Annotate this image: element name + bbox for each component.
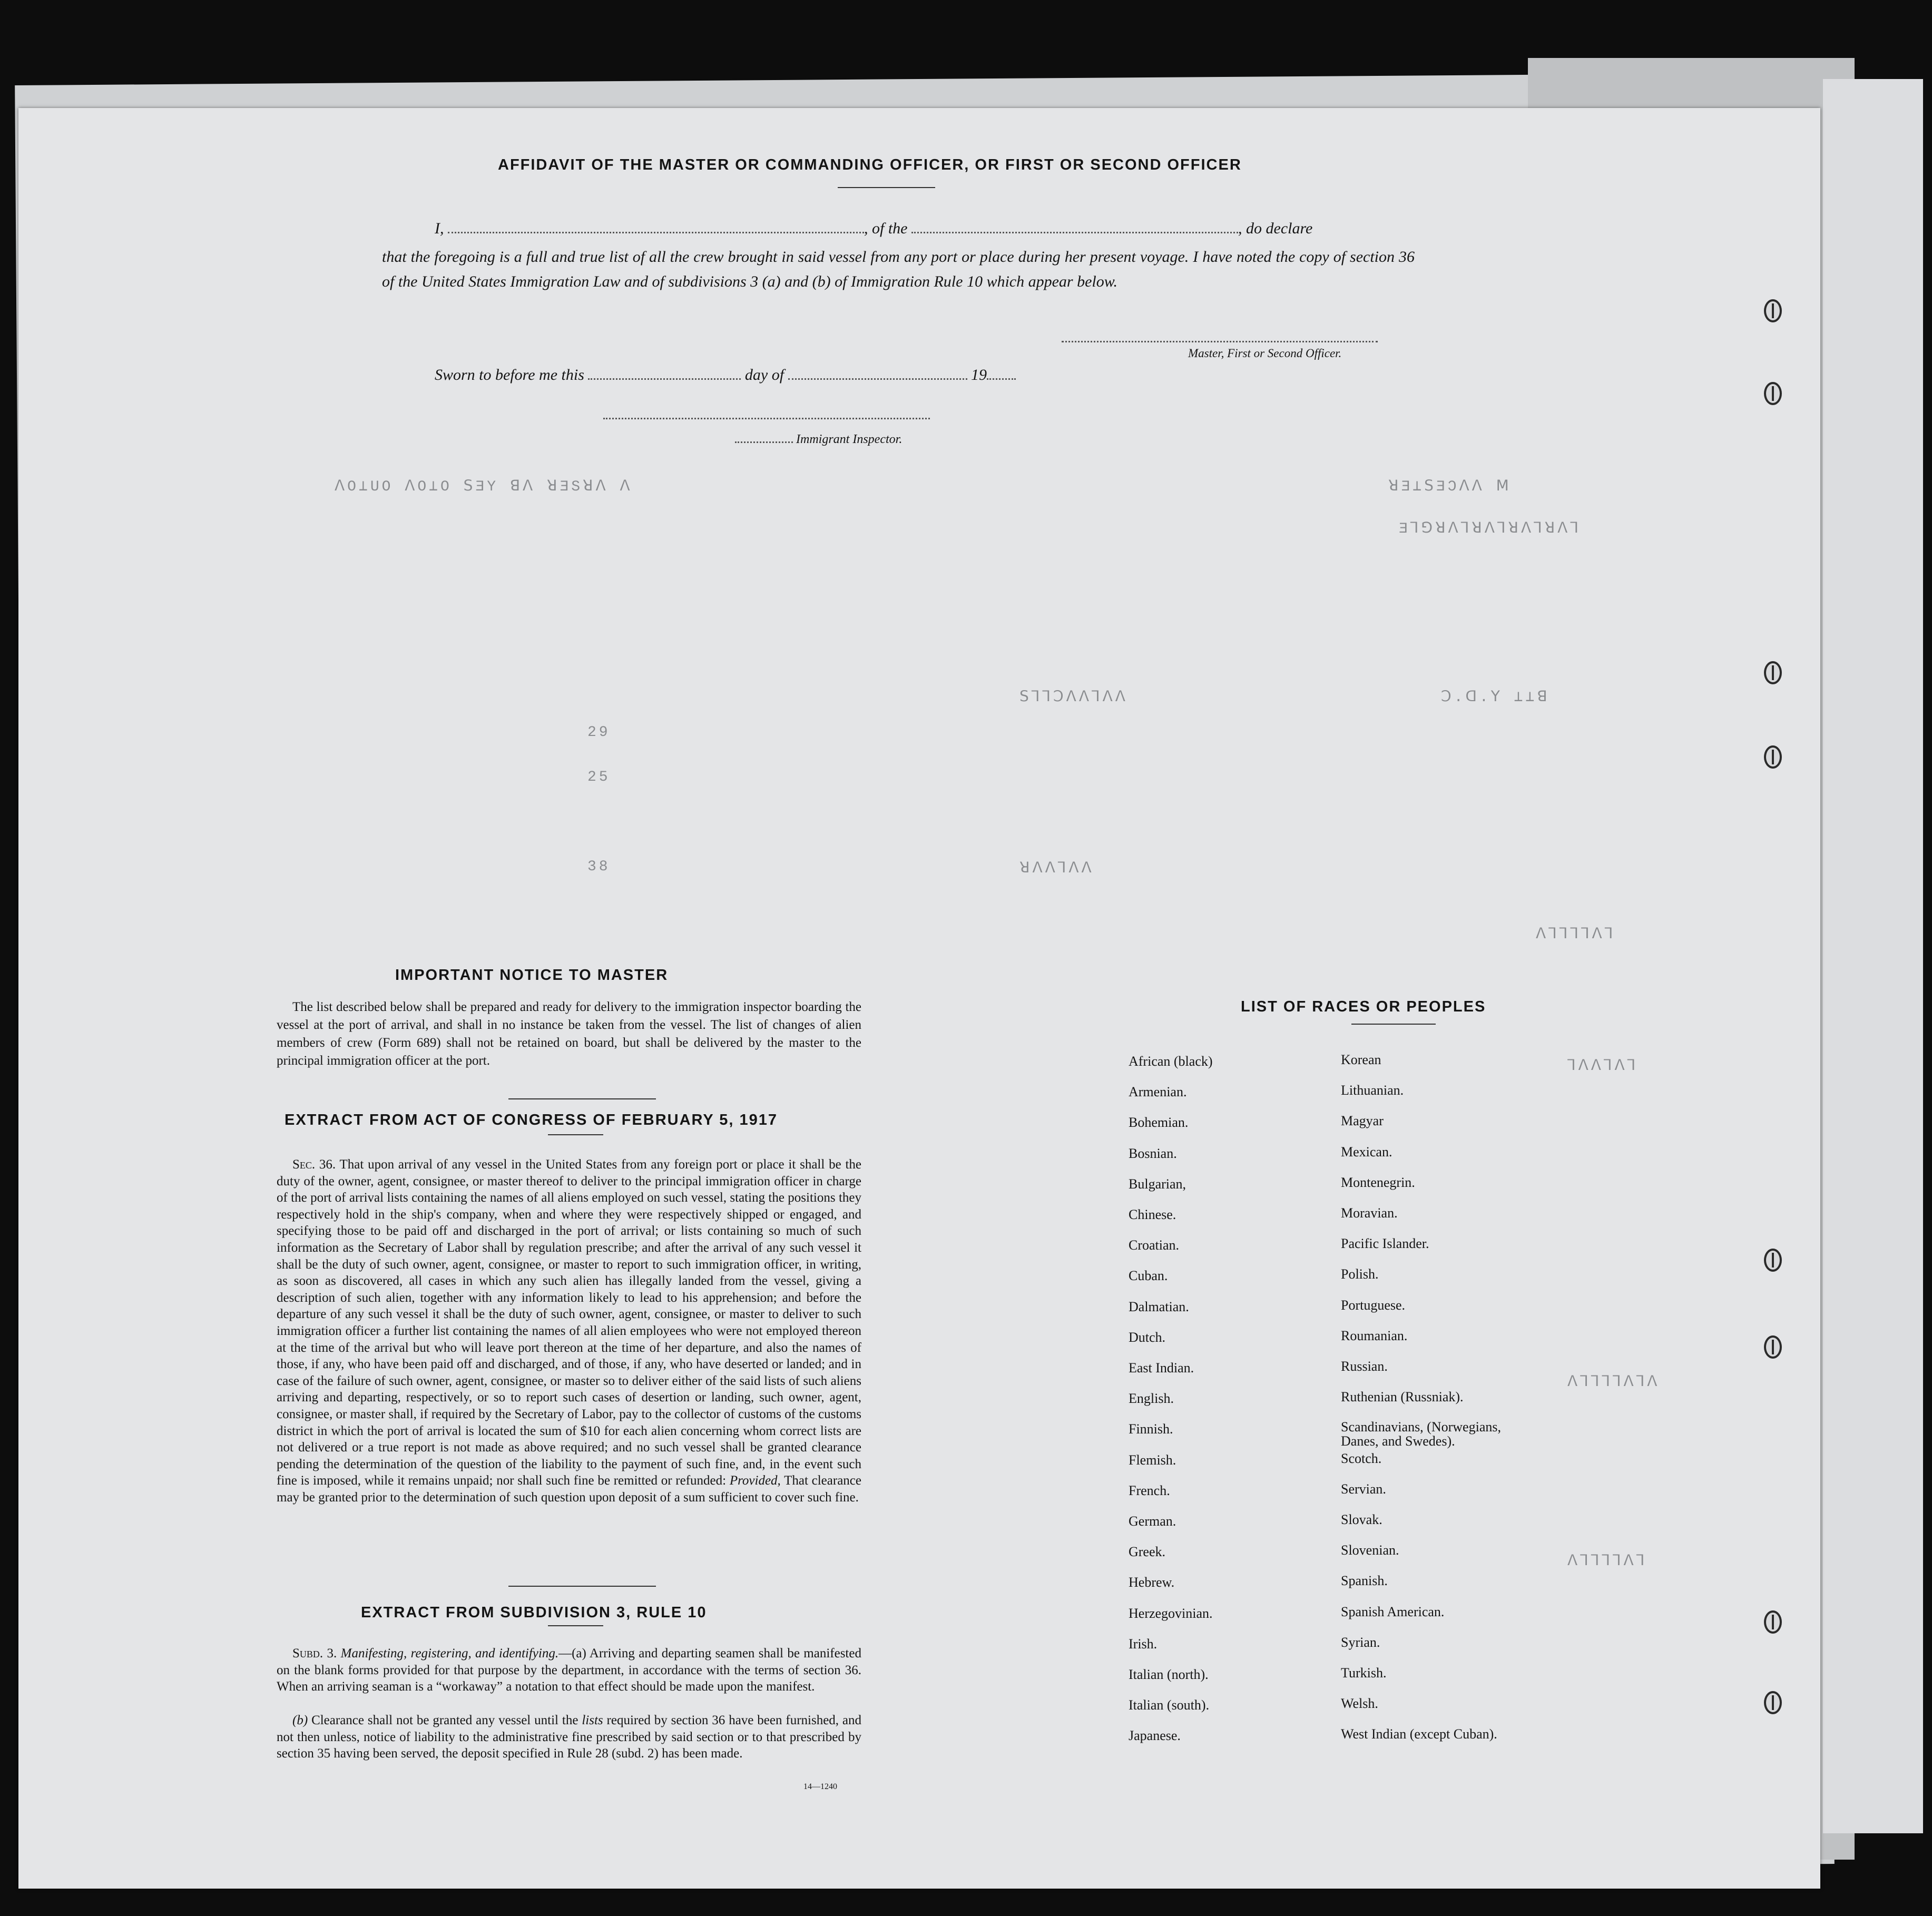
races-title: LIST OF RACES OR PEOPLES <box>1241 998 1486 1015</box>
race-item: Greek. <box>1129 1544 1166 1560</box>
race-item: Slovak. <box>1341 1512 1382 1527</box>
punch-hole <box>1764 661 1782 684</box>
vessel-field[interactable] <box>911 232 1238 233</box>
race-item: Scotch. <box>1341 1450 1382 1466</box>
race-item: Russian. <box>1341 1359 1388 1374</box>
signature-line[interactable] <box>1062 341 1378 342</box>
race-item: Croatian. <box>1129 1237 1180 1253</box>
bleed-through-row: Ǝꓶꓨꓤꓥꓶꓤꓥꓶꓤꓥꓶꓤꓥꓶ <box>1399 521 1581 537</box>
race-item: Ruthenian (Russniak). <box>1341 1389 1464 1405</box>
race-item: Polish. <box>1341 1266 1379 1282</box>
bleed-through-row: ꓥꓶꓶꓶꓶꓥꓶꓥ <box>1567 1374 1660 1391</box>
day-of-text: day of <box>744 366 784 384</box>
subd-heading: Manifesting, registering, and identifying. <box>340 1646 559 1660</box>
declaration-line <box>435 220 1312 238</box>
punch-hole <box>1764 1691 1782 1714</box>
race-item: African (black) <box>1129 1054 1213 1069</box>
sworn-line <box>435 366 1016 384</box>
inspector-signature-line[interactable] <box>603 418 930 419</box>
title-rule <box>838 187 935 188</box>
bleed-through-row: ꓛ.ꓷ.ꓬ ⊥⊥ꓭ <box>1441 690 1550 706</box>
race-item: Armenian. <box>1129 1084 1187 1100</box>
back-sheet-edge-right <box>1823 79 1923 1833</box>
race-item: Cuban. <box>1129 1268 1168 1284</box>
sworn-text: Sworn to before me this <box>435 366 584 384</box>
notice-title: IMPORTANT NOTICE TO MASTER <box>395 967 669 984</box>
race-item: Korean <box>1341 1052 1381 1067</box>
provided-label: Provided, <box>729 1473 781 1488</box>
race-item: Syrian. <box>1341 1634 1380 1650</box>
race-item: Italian (north). <box>1129 1667 1209 1682</box>
sworn-day-field[interactable] <box>588 378 741 380</box>
race-item: English. <box>1129 1391 1174 1407</box>
race-item: Lithuanian. <box>1341 1083 1404 1098</box>
signature-label: Master, First or Second Officer. <box>1188 347 1342 360</box>
race-item: Italian (south). <box>1129 1697 1210 1713</box>
name-field[interactable] <box>448 232 864 233</box>
bleed-through-header: ꓥO⊥UO ꓥO⊥O ꓢƎY ꓭꓥ ꓤƎSꓤꓥ ꓥ <box>335 479 633 495</box>
race-item: Scandinavians, (Norwegians, Danes, and Swedes). <box>1341 1419 1501 1449</box>
race-item: Portuguese. <box>1341 1297 1406 1313</box>
bleed-through-row: 38 <box>587 859 611 875</box>
race-item: East Indian. <box>1129 1360 1194 1375</box>
bleed-through-row: ꓶꓥꓥꓶꓥꓶ <box>1567 1058 1639 1075</box>
act-end-rule <box>508 1586 656 1587</box>
punch-hole <box>1764 1610 1782 1634</box>
manifest-page <box>18 108 1820 1889</box>
race-item: Japanese. <box>1129 1728 1181 1744</box>
declaration-body: that the foregoing is a full and true list of all the crew brought in said vessel from any port or place during her present voyage. I have noted the copy of section 36 of the United States Immigration Law and of subdivisions 3 (a) and (b) of Immigration Rule 10 which appear below. <box>382 248 1415 290</box>
year-prefix: 19 <box>971 366 987 384</box>
bleed-through-header: ꓤƎ⊥ꓢƎƆꓥꓥ ꓟ <box>1388 479 1512 495</box>
punch-hole <box>1764 299 1782 322</box>
bleed-through-row: ꓥꓶꓶꓶꓶꓥꓶ <box>1567 1554 1647 1570</box>
punch-hole <box>1764 1249 1782 1272</box>
race-item: Bulgarian, <box>1129 1176 1186 1192</box>
para-b-rest: required by section 36 have been furnished, and not then unless, notice of liability to the administrative fine prescribed by said section or to that prescribed by section 35 having been served, the deposit specified in Rule 28 (subd. 2) has been made. <box>277 1713 862 1761</box>
race-item: Bohemian. <box>1129 1115 1189 1131</box>
subdivision-rule <box>548 1625 603 1626</box>
punch-hole <box>1764 745 1782 769</box>
sec36-body <box>277 1156 861 1506</box>
race-item: Montenegrin. <box>1341 1174 1415 1190</box>
race-item: Irish. <box>1129 1636 1158 1652</box>
affidavit-title: AFFIDAVIT OF THE MASTER OR COMMANDING OFFICER, OR FIRST OR SECOND OFFICER <box>498 156 1242 173</box>
inspector-label: Immigrant Inspector. <box>735 433 902 447</box>
notice-body: The list described below shall be prepared and ready for delivery to the immigration inspector boarding the vessel at the port of arrival, and shall in no instance be taken from the vessel. The list of changes of alien members of crew (Form 689) shall not be retained on board, but shall be delivered by the master to the principal immigration officer at the port. <box>277 1000 861 1068</box>
bleed-through-row: 25 <box>587 769 611 785</box>
race-item: Moravian. <box>1341 1205 1398 1221</box>
race-item: Roumanian. <box>1341 1328 1408 1343</box>
act-rule <box>548 1134 603 1135</box>
bleed-through-row: 29 <box>587 724 611 741</box>
race-item: Turkish. <box>1341 1665 1387 1681</box>
para-b-lists: lists <box>582 1713 603 1727</box>
punch-hole <box>1764 1335 1782 1359</box>
subd-label: Subd. 3. <box>292 1646 337 1660</box>
race-item: Finnish. <box>1129 1421 1173 1437</box>
race-item: Dutch. <box>1129 1329 1166 1345</box>
do-declare-text: , do declare <box>1238 220 1313 237</box>
bleed-through-row: ꓢꓶꓶꓛꓥꓥꓶꓥꓥ <box>1019 690 1128 706</box>
race-item: Dalmatian. <box>1129 1299 1189 1314</box>
race-item: Spanish. <box>1341 1573 1388 1589</box>
race-item: Welsh. <box>1341 1696 1378 1712</box>
race-item: Magyar <box>1341 1113 1384 1129</box>
race-item: Chinese. <box>1129 1207 1176 1222</box>
sec36-label: Sec. 36. <box>292 1157 336 1172</box>
subdivision-title: EXTRACT FROM SUBDIVISION 3, RULE 10 <box>361 1604 707 1621</box>
race-item: Herzegovinian. <box>1129 1605 1213 1621</box>
race-item: West Indian (except Cuban). <box>1341 1726 1497 1742</box>
provided-text: That clearance may be granted prior to the determination of such question upon deposit of a sum sufficient to cover such fine. <box>277 1473 861 1505</box>
subdivision-para-a <box>277 1645 861 1695</box>
declaration-start: I, <box>435 220 444 237</box>
subd-para-a-text: —(a) Arriving and departing seamen shall be manifested on the blank forms provided for that purpose by the department, in accordance with the terms of section 36. When an arriving seaman is a “workaway” a notation to that effect should be made upon the manifest. <box>277 1646 861 1694</box>
sworn-month-field[interactable] <box>788 378 967 380</box>
races-rule <box>1351 1024 1436 1025</box>
sec36-text: That upon arrival of any vessel in the United States from any foreign port or place it shall be the duty of the owner, agent, consignee, or master thereof to deliver to the principal immigration officer in charge of the port of arrival lists containing the names of all aliens employed on such vessel, stating the positions they respectively hold in the ship's company, when and where they were respectively shipped or engaged, and specifying those to be paid off and discharged in the port of arrival; or lists containing so much of such information as the Secretary of Labor shall by regulation prescribe; and after the arrival of any such vessel it shall be the duty of such owner, agent, consignee, or master to report to such immigration officer, in writing, as soon as discovered, all cases in which any such alien has illegally landed from the vessel, giving a description of such alien, together with any information likely to lead to his apprehension; and before the departure of any such vessel it shall be the duty of such owner, agent, consignee, or master to deliver to such immigration officer a further list containing the names of all alien employees who were not employed thereon at the time of the arrival but who will leave port thereon at the time of her departure, and also the names of those, if any, who have been paid off and discharged, and of those, if any, who have deserted or landed; and in case of the failure of such owner, agent, consignee, or master so to deliver either of the said lists of such aliens arriving and departing, respectively, or so to report such cases of desertion or landing, such owner, agent, consignee, or master shall, if required by the Secretary of Labor, pay to the collector of customs of the customs district in which the port of arrival is located the sum of $10 for each alien concerning whom correct lists are not delivered or a true report is not made as above required; and no such vessel shall be granted clearance pending the determination of the question of the liability to the payment of such fine, and, in the event such fine is imposed, while it remains unpaid; nor shall such fine be remitted or refunded: <box>277 1157 861 1488</box>
race-item: Spanish American. <box>1341 1604 1445 1619</box>
subdivision-para-b <box>277 1712 861 1762</box>
race-item: Slovenian. <box>1341 1542 1399 1558</box>
race-item: Hebrew. <box>1129 1575 1175 1590</box>
bleed-through-row: ꓥꓶꓶꓶꓶꓥꓶ <box>1536 927 1616 943</box>
bleed-through-row: ꓤꓥꓥꓶꓥꓥ <box>1019 861 1094 877</box>
act-title: EXTRACT FROM ACT OF CONGRESS OF FEBRUARY 5, 1917 <box>285 1112 778 1128</box>
para-b-start: Clearance shall not be granted any vessel until the <box>311 1713 578 1727</box>
para-b-label: (b) <box>292 1713 308 1727</box>
sworn-year-field[interactable] <box>987 378 1016 380</box>
race-item: German. <box>1129 1514 1176 1529</box>
race-item: Bosnian. <box>1129 1145 1177 1161</box>
of-the-text: , of the <box>864 220 908 237</box>
race-item: Pacific Islander. <box>1341 1236 1429 1252</box>
notice-rule <box>508 1098 656 1099</box>
form-number: 14—1240 <box>803 1782 837 1791</box>
punch-hole <box>1764 382 1782 405</box>
race-item: Flemish. <box>1129 1452 1176 1468</box>
race-item: Servian. <box>1341 1481 1386 1497</box>
race-item: French. <box>1129 1482 1170 1498</box>
race-item: Mexican. <box>1341 1144 1392 1160</box>
